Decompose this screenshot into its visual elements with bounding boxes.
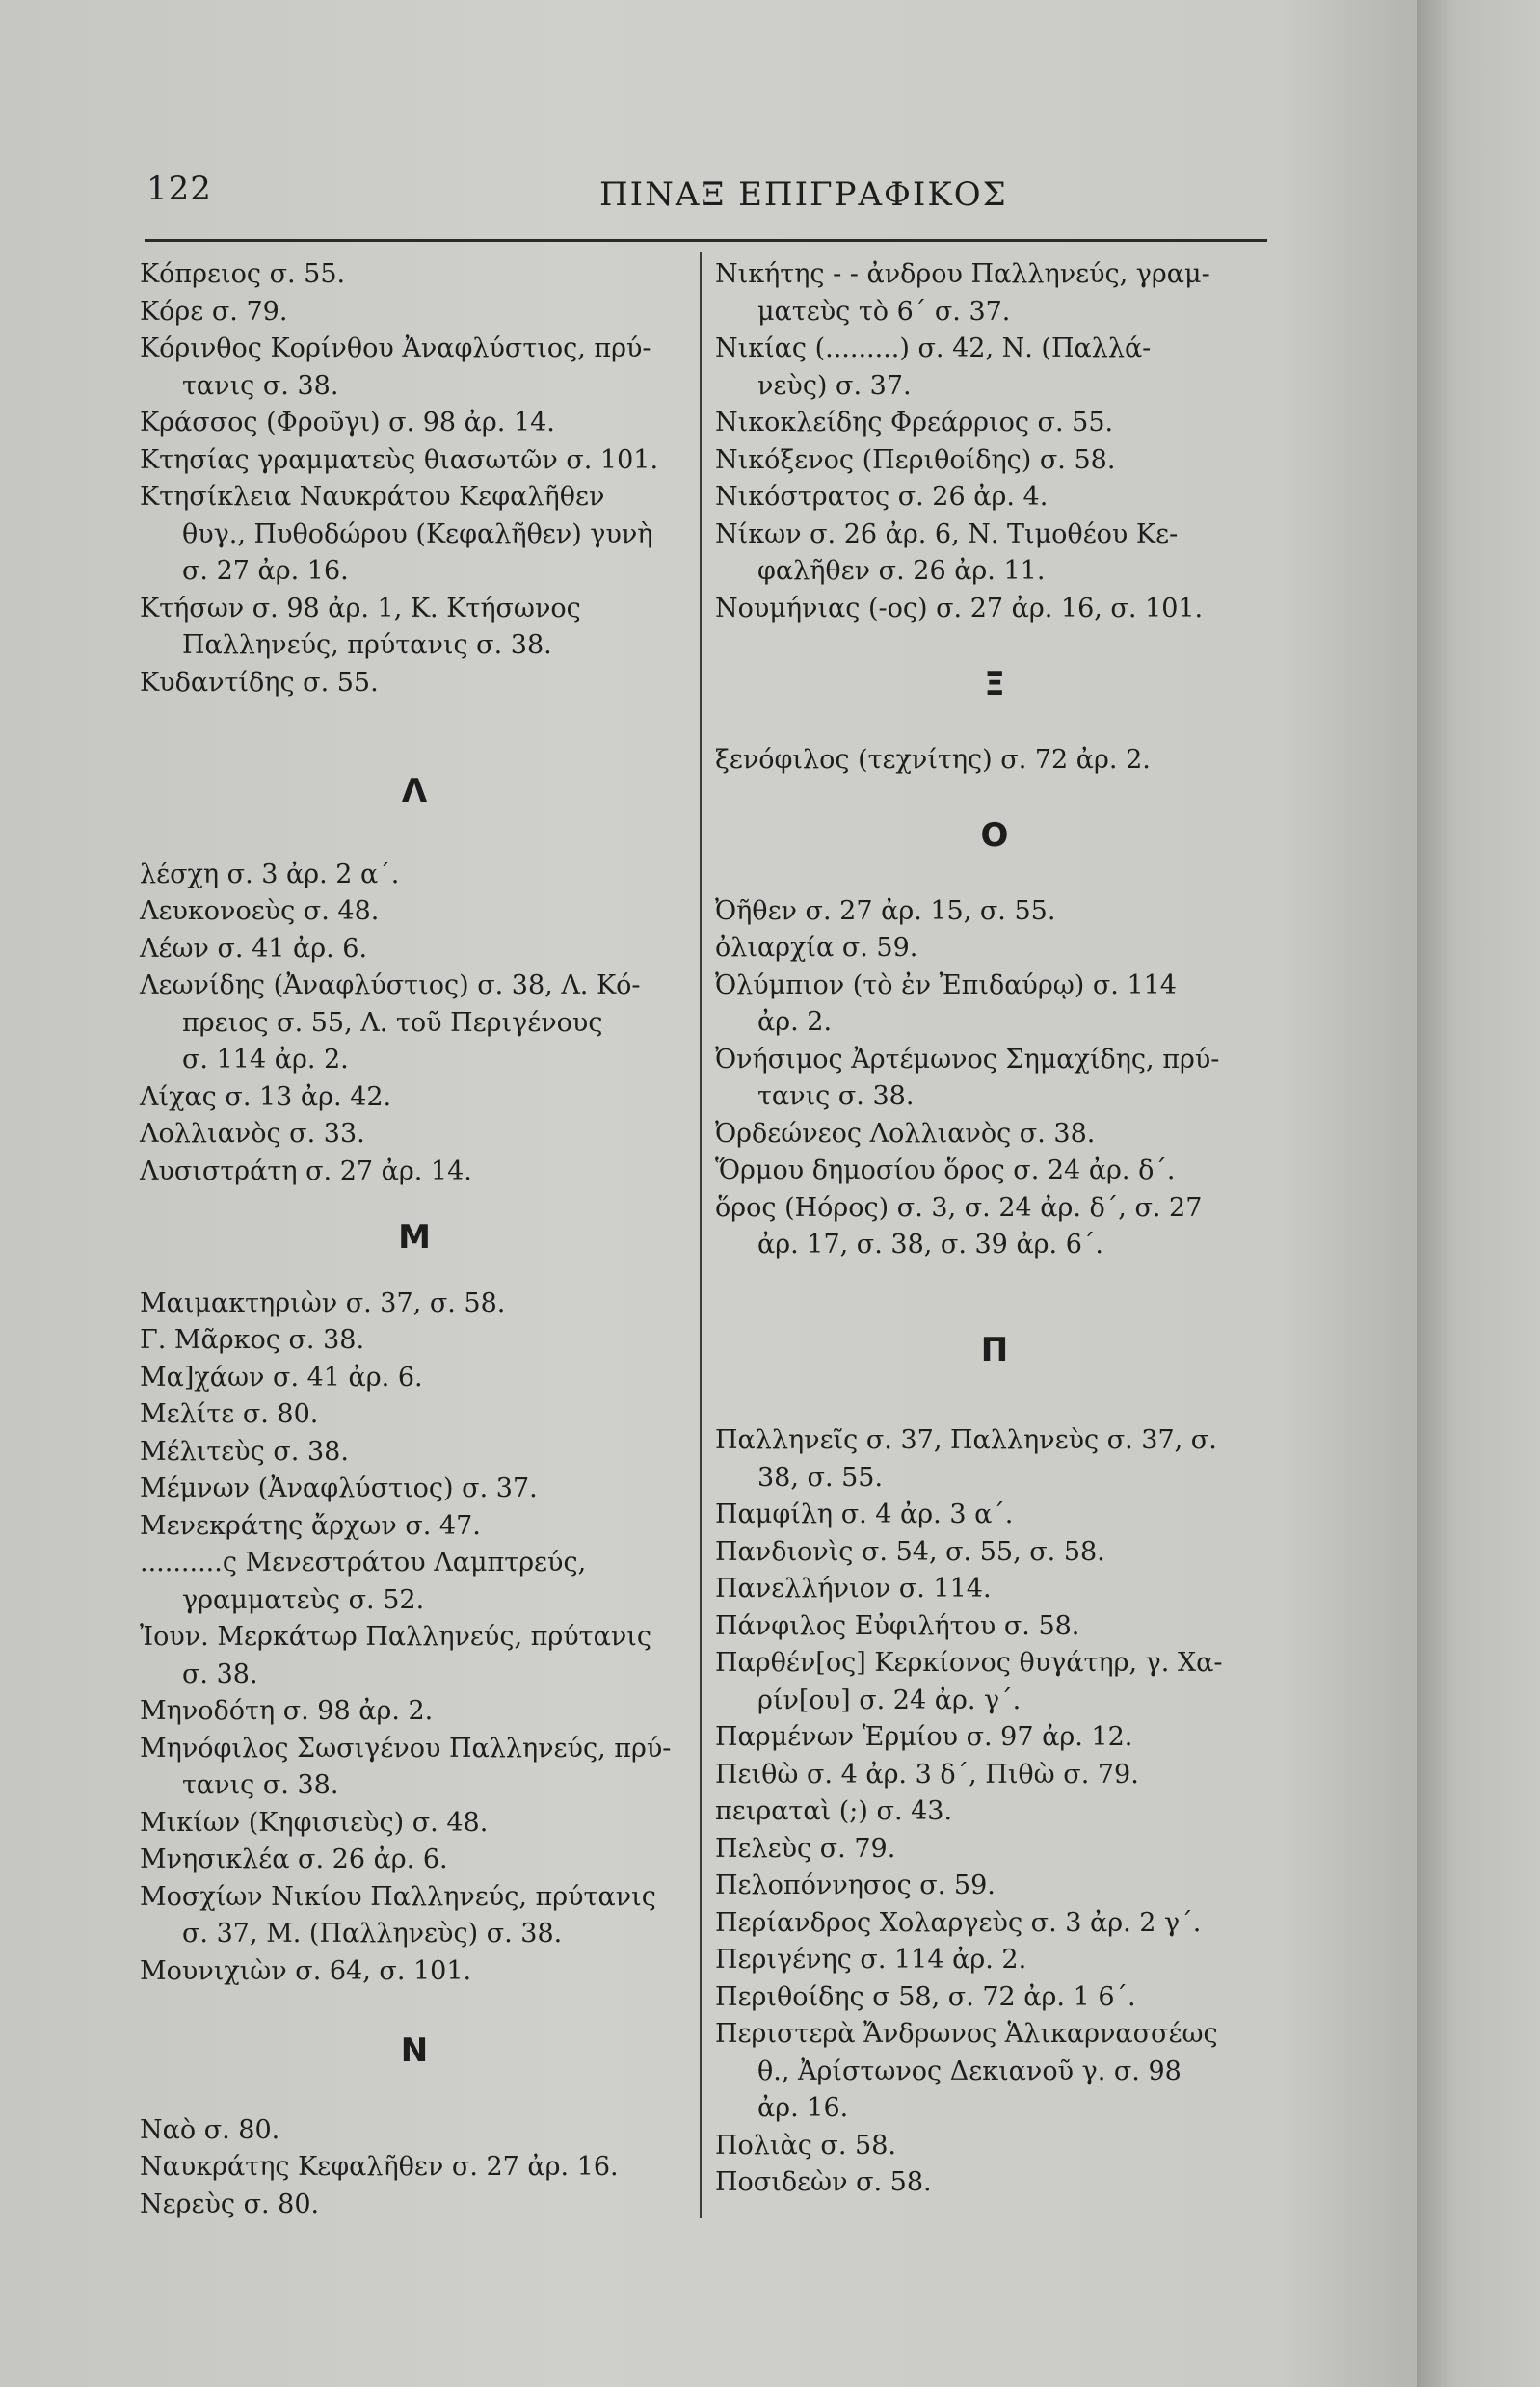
entry-line: σ. 37, Μ. (Παλληνεὺς) σ. 38.	[182, 1919, 563, 1949]
index-entry	[140, 331, 689, 405]
entry-line: πειραταὶ (;) σ. 43.	[715, 1796, 953, 1826]
index-entry	[715, 1042, 1274, 1116]
entry-line: Κόρινθος Κορίνθου Ἀναφλύστιος, πρύ-	[140, 333, 651, 363]
entry-line: Μαιμακτηριὼν σ. 37, σ. 58.	[140, 1287, 506, 1318]
entry-line: Πολιὰς σ. 58.	[715, 2130, 896, 2161]
entry-line: Περιστερὰ Ἄνδρωνος Ἁλικαρνασσέως	[715, 2019, 1218, 2049]
index-entry	[140, 1879, 689, 1953]
index-entry	[715, 331, 1274, 405]
entry-line: Λευκονοεὺς σ. 48.	[140, 896, 380, 926]
index-entry	[715, 1190, 1274, 1264]
entry-line: Ὀνήσιμος Ἀρτέμωνος Σημαχίδης, πρύ-	[715, 1044, 1220, 1074]
index-entry	[715, 968, 1274, 1042]
entry-line: Κτησίκλεια Ναυκράτου Κεφαλῆθεν	[140, 482, 605, 512]
entry-line: σ. 114 ἀρ. 2.	[182, 1045, 349, 1074]
index-entry	[140, 1842, 689, 1879]
index-entry	[715, 1153, 1274, 1190]
section-letter: Μ	[398, 1218, 431, 1257]
entry-line: τανις σ. 38.	[757, 1081, 915, 1111]
page-header	[146, 162, 1264, 220]
index-entry	[715, 1534, 1274, 1572]
entry-line: Πειθὼ σ. 4 ἀρ. 3 δ΄, Πιθὼ σ. 79.	[715, 1759, 1139, 1790]
index-entry	[715, 405, 1274, 442]
section-letter: Π	[980, 1330, 1009, 1369]
page-number: 122	[146, 170, 212, 208]
index-entry	[140, 2112, 689, 2150]
left-column	[140, 256, 689, 2223]
entry-line: ματεὺς τὸ 6΄ σ. 37.	[757, 296, 1011, 327]
entry-line: σ. 38.	[182, 1658, 258, 1689]
entry-line: τανις σ. 38.	[182, 370, 339, 401]
entry-line: Πελοπόννησος σ. 59.	[715, 1870, 996, 1900]
index-entry	[715, 1942, 1274, 1979]
entry-line: πρειος σ. 55, Λ. τοῦ Περιγένους	[182, 1007, 603, 1038]
index-entry	[140, 1396, 689, 1434]
index-entry	[715, 2164, 1274, 2202]
index-entry	[140, 1805, 689, 1843]
entry-line: Παρθέν[ος] Κερκίονος θυγάτηρ, γ. Χα-	[715, 1648, 1223, 1678]
index-entry	[715, 479, 1274, 517]
index-entry	[140, 1508, 689, 1546]
index-entry	[715, 1793, 1274, 1831]
entry-line: Νικοκλείδης Φρεάρριος σ. 55.	[715, 408, 1114, 438]
entry-line: Παλληνεῖς σ. 37, Παλληνεὺς σ. 37, σ.	[715, 1425, 1217, 1455]
index-entry	[140, 2149, 689, 2187]
index-entry	[140, 591, 689, 665]
entry-line: Μηνοδότη σ. 98 ἀρ. 2.	[140, 1696, 434, 1726]
entry-line: Ὀῆθεν σ. 27 ἀρ. 15, σ. 55.	[715, 895, 1056, 926]
page-edge	[1417, 0, 1540, 2387]
entry-line: ἀρ. 2.	[757, 1007, 833, 1037]
entry-line: Περιθοίδης σ 58, σ. 72 ἀρ. 1 6΄.	[715, 1981, 1136, 2012]
index-entry	[715, 1757, 1274, 1794]
index-entry	[140, 1154, 689, 1191]
column-divider	[700, 252, 702, 2218]
entry-line: ὀλιαρχία σ. 59.	[715, 933, 918, 963]
entry-line: φαλῆθεν σ. 26 ἀρ. 11.	[757, 556, 1046, 586]
entry-line: ἀρ. 16.	[757, 2093, 849, 2123]
entry-line: Μικίων (Κηφισιεὺς) σ. 48.	[140, 1807, 489, 1838]
index-entry	[715, 1116, 1274, 1154]
entry-line: ἀρ. 17, σ. 38, σ. 39 ἀρ. 6΄.	[757, 1230, 1103, 1260]
entry-line: θυγ., Πυθοδώρου (Κεφαλῆθεν) γυνὴ	[182, 518, 653, 549]
entry-line: Μενεκράτης ἄρχων σ. 47.	[140, 1510, 481, 1541]
entry-line: λέσχη σ. 3 ἀρ. 2 α΄.	[140, 859, 400, 889]
index-entry	[140, 1116, 689, 1154]
entry-line: Γ. Μᾶρκος σ. 38.	[140, 1325, 365, 1355]
entry-line: ὅρος (Ηόρος) σ. 3, σ. 24 ἀρ. δ΄, σ. 27	[715, 1192, 1203, 1223]
entry-line: Περίανδρος Χολαργεὺς σ. 3 ἀρ. 2 γ΄.	[715, 1907, 1202, 1938]
section-letter: Ο	[980, 816, 1009, 855]
entry-line: Μέμνων (Ἀναφλύστιος) σ. 37.	[140, 1473, 538, 1503]
index-entry	[140, 256, 689, 294]
index-entry	[715, 1571, 1274, 1608]
entry-line: Νικόστρατος σ. 26 ἀρ. 4.	[715, 482, 1049, 512]
index-entry	[140, 857, 689, 894]
entry-line: Πανελλήνιον σ. 114.	[715, 1574, 992, 1604]
entry-line: ξενόφιλος (τεχνίτης) σ. 72 ἀρ. 2.	[715, 744, 1151, 775]
running-title: ΠΙΝΑΞ ΕΠΙΓΡΑΦΙΚΟΣ	[599, 175, 1008, 214]
entry-line: Ποσιδεὼν σ. 58.	[715, 2167, 932, 2197]
index-entry	[140, 1693, 689, 1731]
index-entry	[715, 1422, 1274, 1497]
index-entry	[715, 1979, 1274, 2017]
entry-line: Μνησικλέα σ. 26 ἀρ. 6.	[140, 1844, 448, 1874]
index-entry	[140, 1079, 689, 1117]
right-column	[715, 256, 1274, 2202]
index-entry	[140, 442, 689, 480]
entry-line: Πάνφιλος Εὐφιλήτου σ. 58.	[715, 1610, 1080, 1641]
entry-line: Μα]χάων σ. 41 ἀρ. 6.	[140, 1362, 423, 1392]
entry-line: Λέων σ. 41 ἀρ. 6.	[140, 933, 368, 964]
index-entry	[140, 893, 689, 931]
entry-line: Ὅρμου δημοσίου ὅρος σ. 24 ἀρ. δ΄.	[715, 1155, 1176, 1185]
entry-line: θ., Ἀρίστωνος Δεκιανοῦ γ. σ. 98	[757, 2055, 1182, 2086]
entry-line: Πανδιονὶς σ. 54, σ. 55, σ. 58.	[715, 1536, 1105, 1567]
index-entry	[715, 930, 1274, 968]
entry-line: Κόρε σ. 79.	[140, 296, 288, 327]
index-entry	[140, 931, 689, 968]
entry-line: Νίκων σ. 26 ἀρ. 6, Ν. Τιμοθέου Κε-	[715, 518, 1179, 549]
entry-line: Κτήσων σ. 98 ἀρ. 1, Κ. Κτήσωνος	[140, 593, 581, 623]
index-entry	[715, 2016, 1274, 2128]
index-entry	[715, 893, 1274, 931]
index-entry	[140, 1322, 689, 1360]
index-entry	[715, 2128, 1274, 2165]
index-entry	[140, 294, 689, 332]
entry-line: Νικόξενος (Περιθοίδης) σ. 58.	[715, 444, 1116, 475]
entry-line: Λυσιστράτη σ. 27 ἀρ. 14.	[140, 1155, 472, 1186]
index-entry	[140, 1434, 689, 1472]
index-entry	[140, 1471, 689, 1508]
section-letter: Ξ	[984, 665, 1005, 703]
entry-line: Λίχας σ. 13 ἀρ. 42.	[140, 1081, 392, 1112]
index-entry	[140, 1619, 689, 1693]
entry-line: Μέλιτεὺς σ. 38.	[140, 1436, 349, 1467]
entry-line: γραμματεὺς σ. 52.	[182, 1584, 425, 1615]
entry-line: Μουνιχιὼν σ. 64, σ. 101.	[140, 1955, 472, 1986]
index-entry	[140, 2187, 689, 2224]
entry-line: νεὺς) σ. 37.	[757, 370, 912, 401]
index-entry	[140, 1360, 689, 1397]
entry-line: Μοσχίων Νικίου Παλληνεύς, πρύτανις	[140, 1881, 656, 1912]
index-entry	[140, 1953, 689, 1991]
section-letter: Λ	[401, 772, 428, 810]
entry-line: Πελεὺς σ. 79.	[715, 1833, 896, 1864]
entry-line: Κυδαντίδης σ. 55.	[140, 667, 379, 698]
index-entry	[140, 968, 689, 1079]
entry-line: Νουμήνιας (-ος) σ. 27 ἀρ. 16, σ. 101.	[715, 593, 1204, 623]
index-entry	[715, 1831, 1274, 1869]
entry-line: 38, σ. 55.	[757, 1462, 884, 1493]
header-rule	[145, 239, 1267, 242]
entry-line: Ναὸ σ. 80.	[140, 2114, 280, 2145]
index-entry	[715, 256, 1274, 331]
index-entry	[715, 1608, 1274, 1646]
index-entry	[715, 591, 1274, 628]
entry-line: ρίν[ου] σ. 24 ἀρ. γ΄.	[757, 1684, 1022, 1715]
index-entry	[715, 1868, 1274, 1905]
index-entry	[140, 479, 689, 591]
entry-line: Λολλιανὸς σ. 33.	[140, 1119, 365, 1149]
entry-line: Κόπρειος σ. 55.	[140, 259, 346, 289]
entry-line: Ὀρδεώνεος Λολλιανὸς σ. 38.	[715, 1118, 1096, 1149]
entry-line: τανις σ. 38.	[182, 1770, 339, 1800]
index-entry	[140, 665, 689, 703]
index-entry	[140, 1286, 689, 1323]
entry-line: Κράσσος (Φροῦγι) σ. 98 ἀρ. 14.	[140, 408, 555, 438]
index-entry	[140, 1545, 689, 1619]
entry-line: Μηνόφιλος Σωσιγένου Παλληνεύς, πρύ-	[140, 1733, 672, 1764]
entry-line: Ὀλύμπιον (τὸ ἐν Ἐπιδαύρῳ) σ. 114	[715, 969, 1177, 1000]
index-entry	[715, 1645, 1274, 1719]
entry-line: σ. 27 ἀρ. 16.	[182, 556, 349, 586]
entry-line: Παλληνεύς, πρύτανις σ. 38.	[182, 630, 552, 660]
index-entry	[140, 1731, 689, 1805]
entry-line: Λεωνίδης (Ἀναφλύστιος) σ. 38, Λ. Κό-	[140, 970, 641, 1000]
index-entry	[140, 405, 689, 442]
entry-line: Κτησίας γραμματεὺς θιασωτῶν σ. 101.	[140, 444, 659, 475]
entry-line: Ναυκράτης Κεφαλῆθεν σ. 27 ἀρ. 16.	[140, 2152, 619, 2182]
index-entry	[715, 1497, 1274, 1534]
index-entry	[715, 442, 1274, 480]
entry-line: Παμφίλη σ. 4 ἀρ. 3 α΄.	[715, 1499, 1014, 1529]
entry-line: Παρμένων Ἑρμίου σ. 97 ἀρ. 12.	[715, 1722, 1133, 1752]
entry-line: ..........ς Μενεστράτου Λαμπτρεύς,	[140, 1548, 587, 1578]
index-entry	[715, 742, 1274, 780]
index-entry	[715, 1719, 1274, 1757]
entry-line: Νικήτης - - ἀνδρου Παλληνεύς, γραμ-	[715, 259, 1210, 289]
entry-line: Ἰουν. Μερκάτωρ Παλληνεύς, πρύτανις	[140, 1622, 651, 1652]
entry-line: Νερεὺς σ. 80.	[140, 2188, 320, 2219]
entry-line: Περιγένης σ. 114 ἀρ. 2.	[715, 1945, 1027, 1975]
entry-line: Νικίας (.........) σ. 42, Ν. (Παλλά-	[715, 333, 1152, 363]
index-entry	[715, 1905, 1274, 1943]
index-entry	[715, 517, 1274, 591]
section-letter: Ν	[400, 2031, 429, 2070]
entry-line: Μελίτε σ. 80.	[140, 1399, 319, 1429]
